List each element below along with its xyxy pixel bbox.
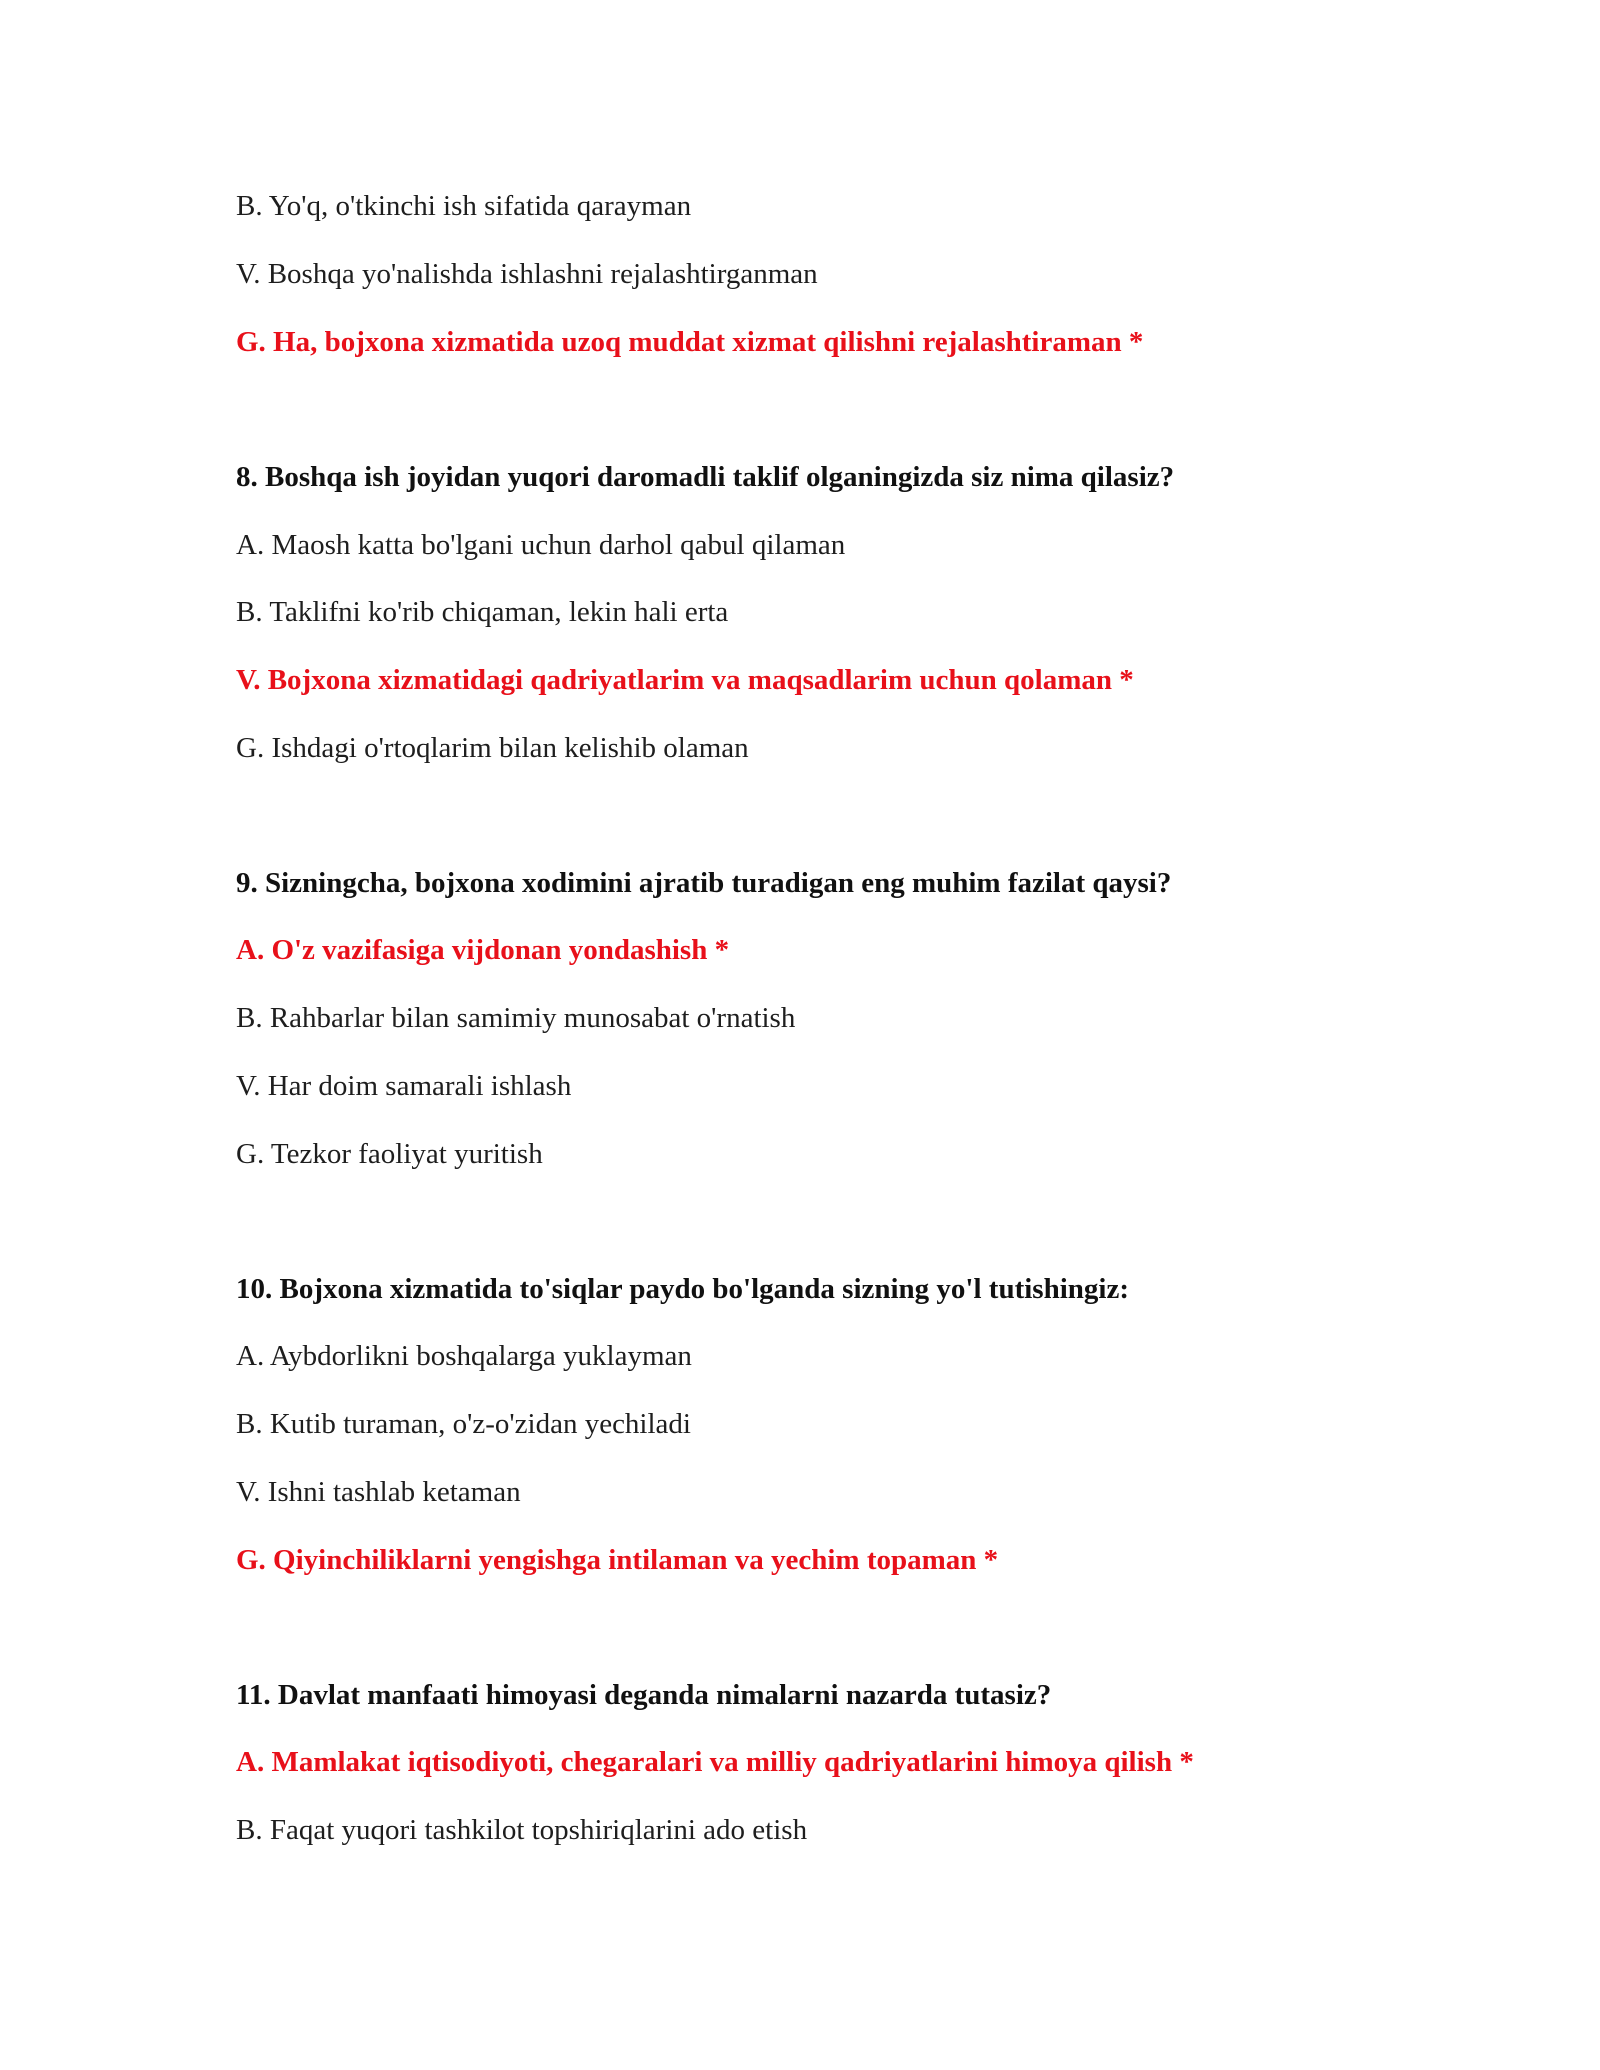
q7-option-b: B. Yo'q, o'tkinchi ish sifatida qarayman bbox=[236, 190, 692, 222]
q9-option-a-correct: A. O'z vazifasiga vijdonan yondashish * bbox=[236, 934, 730, 966]
q10-option-v: V. Ishni tashlab ketaman bbox=[236, 1476, 521, 1508]
q8-option-b: B. Taklifni ko'rib chiqaman, lekin hali erta bbox=[236, 596, 729, 628]
question-9: 9. Sizningcha, bojxona xodimini ajratib turadigan eng muhim fazilat qaysi? bbox=[236, 867, 1172, 899]
q8-option-a: A. Maosh katta bo'lgani uchun darhol qabul qilaman bbox=[236, 529, 846, 561]
q11-option-b: B. Faqat yuqori tashkilot topshiriqlarini ado etish bbox=[236, 1814, 808, 1846]
q9-option-v: V. Har doim samarali ishlash bbox=[236, 1070, 572, 1102]
question-10: 10. Bojxona xizmatida to'siqlar paydo bo'lganda sizning yo'l tutishingiz: bbox=[236, 1273, 1129, 1305]
q9-option-g: G. Tezkor faoliyat yuritish bbox=[236, 1138, 543, 1170]
q7-option-v: V. Boshqa yo'nalishda ishlashni rejalashtirganman bbox=[236, 258, 818, 290]
q10-option-a: A. Aybdorlikni boshqalarga yuklayman bbox=[236, 1340, 692, 1372]
question-11: 11. Davlat manfaati himoyasi deganda nimalarni nazarda tutasiz? bbox=[236, 1679, 1052, 1711]
q7-option-g-correct: G. Ha, bojxona xizmatida uzoq muddat xizmat qilishni rejalashtiraman * bbox=[236, 326, 1144, 358]
q9-option-b: B. Rahbarlar bilan samimiy munosabat o'rnatish bbox=[236, 1002, 796, 1034]
q8-option-g: G. Ishdagi o'rtoqlarim bilan kelishib olaman bbox=[236, 732, 749, 764]
q8-option-v-correct: V. Bojxona xizmatidagi qadriyatlarim va maqsadlarim uchun qolaman * bbox=[236, 664, 1134, 696]
question-8: 8. Boshqa ish joyidan yuqori daromadli taklif olganingizda siz nima qilasiz? bbox=[236, 461, 1175, 493]
q10-option-g-correct: G. Qiyinchiliklarni yengishga intilaman va yechim topaman * bbox=[236, 1544, 999, 1576]
q11-option-a-correct: A. Mamlakat iqtisodiyoti, chegaralari va milliy qadriyatlarini himoya qilish * bbox=[236, 1746, 1194, 1778]
q10-option-b: B. Kutib turaman, o'z-o'zidan yechiladi bbox=[236, 1408, 691, 1440]
